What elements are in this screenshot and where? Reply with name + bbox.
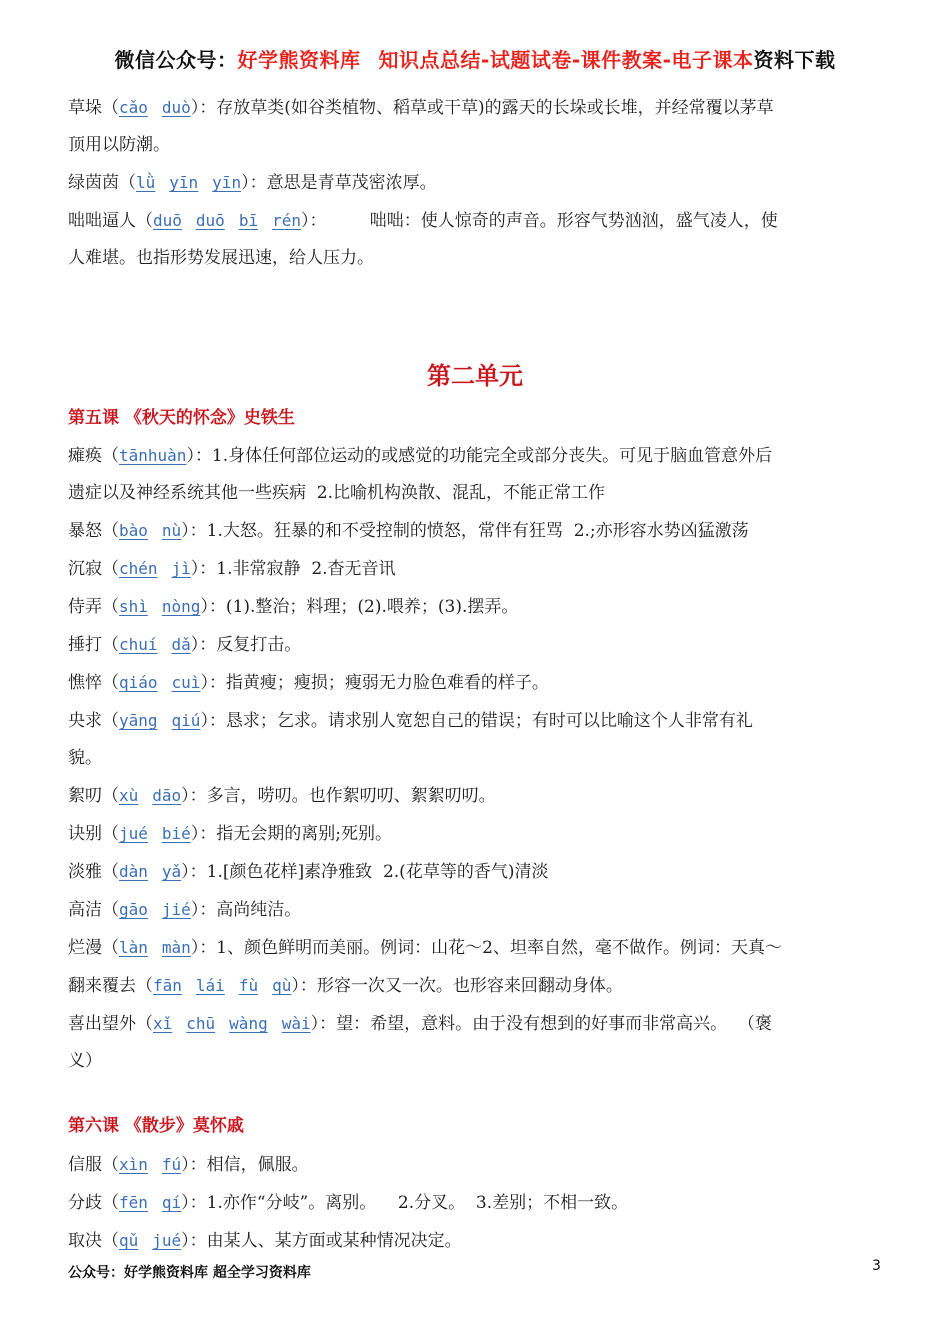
paren-close: ） bbox=[190, 938, 200, 958]
pinyin-syllable: yāng bbox=[119, 711, 158, 730]
pinyin-syllable: fù bbox=[238, 976, 259, 995]
pinyin-syllable: làn bbox=[119, 938, 148, 957]
vocab-definition: ：1.大怒。狂暴的和不受控制的愤怒，常伴有狂骂 2.;亦形容水势凶猛激荡 bbox=[189, 521, 749, 541]
paren-close: ） bbox=[181, 1231, 190, 1251]
pinyin-syllable: bào bbox=[119, 521, 148, 540]
vocab-definition: ：恳求；乞求。请求别人宽恕自己的错误；有时可以比喻这个人非常有礼 bbox=[208, 711, 753, 731]
lesson5-title: 第五课 《秋天的怀念》史铁生 bbox=[68, 408, 295, 428]
vocab-entry bbox=[68, 512, 880, 550]
vocab-definition: ：相信，佩服。 bbox=[189, 1155, 309, 1175]
paren-close: ） bbox=[310, 1014, 320, 1034]
header-suffix: 资料下载 bbox=[753, 48, 836, 72]
page-number: 3 bbox=[872, 1258, 881, 1274]
paren-open: （ bbox=[102, 446, 119, 466]
paren-close: ） bbox=[181, 1193, 190, 1213]
paren-close: ） bbox=[190, 824, 200, 844]
vocab-word: 暴怒 bbox=[68, 521, 102, 541]
header-brand: 好学熊资料库 bbox=[237, 48, 361, 72]
pinyin-syllable: nù bbox=[161, 521, 182, 540]
vocab-entry bbox=[68, 164, 880, 202]
paren-open: （ bbox=[102, 635, 119, 655]
vocab-entry bbox=[68, 815, 880, 853]
pinyin-syllable: lǜ bbox=[136, 173, 156, 192]
vocab-word: 取决 bbox=[68, 1231, 102, 1251]
vocab-word: 侍弄 bbox=[68, 597, 102, 617]
vocab-entry bbox=[68, 588, 880, 626]
paren-open: （ bbox=[102, 1193, 119, 1213]
vocab-definition: ：1.身体任何部位运动的或感觉的功能完全或部分丧失。可见于脑血管意外后 bbox=[194, 446, 773, 466]
paren-close: ） bbox=[181, 786, 190, 806]
pinyin-syllable: xǐ bbox=[153, 1014, 173, 1033]
vocab-word: 翻来覆去 bbox=[68, 976, 136, 996]
vocab-entry bbox=[68, 550, 880, 588]
pinyin-syllable: fān bbox=[153, 976, 182, 995]
pinyin-syllable: qǔ bbox=[119, 1231, 139, 1250]
vocab-definition: ：指无会期的离别;死别。 bbox=[199, 824, 393, 844]
vocab-entry bbox=[68, 702, 880, 740]
vocab-entry bbox=[68, 853, 880, 891]
pinyin-syllable: cuì bbox=[171, 673, 201, 692]
paren-close: ） bbox=[181, 862, 190, 882]
pinyin-syllable: fēn bbox=[119, 1193, 148, 1212]
paren-open: （ bbox=[102, 521, 119, 541]
paren-open: （ bbox=[119, 173, 136, 193]
vocab-word: 绿茵茵 bbox=[68, 173, 119, 193]
pinyin-syllable: qiáo bbox=[119, 673, 158, 692]
vocab-definition: ：存放草类(如谷类植物、稻草或干草)的露天的长垛或长堆，并经常覆以茅草 bbox=[199, 98, 774, 118]
pinyin-syllable: gāo bbox=[119, 900, 148, 919]
page-header bbox=[0, 44, 950, 73]
vocab-definition: ：多言，唠叨。也作絮叨叨、絮絮叨叨。 bbox=[189, 786, 496, 806]
paren-open: （ bbox=[136, 211, 153, 231]
pinyin-syllable: cǎo bbox=[119, 98, 148, 117]
unit1-tail-entries bbox=[68, 89, 880, 277]
pinyin-syllable: duō bbox=[195, 211, 225, 230]
vocab-word: 喜出望外 bbox=[68, 1014, 136, 1034]
paren-open: （ bbox=[102, 1231, 119, 1251]
paren-open: （ bbox=[136, 1014, 153, 1034]
unit-title: 第二单元 bbox=[427, 361, 523, 390]
paren-open: （ bbox=[102, 900, 119, 920]
vocab-definition: ：1、颜色鲜明而美丽。例词：山花～2、坦率自然，毫不做作。例词：天真～ bbox=[199, 938, 782, 958]
paren-open: （ bbox=[136, 976, 153, 996]
paren-open: （ bbox=[102, 938, 119, 958]
vocab-definition-continued: 遗症以及神经系统其他一些疾病 2.比喻机构涣散、混乱，不能正常工作 bbox=[68, 483, 606, 503]
vocab-definition: ：1.非常寂静 2.杳无音讯 bbox=[199, 559, 396, 579]
pinyin-syllable: qiú bbox=[171, 711, 201, 730]
vocab-word: 烂漫 bbox=[68, 938, 102, 958]
paren-close: ） bbox=[181, 1155, 190, 1175]
paren-open: （ bbox=[102, 1155, 119, 1175]
vocab-entry bbox=[68, 202, 880, 240]
header-prefix: 微信公众号： bbox=[114, 48, 238, 72]
vocab-entry bbox=[68, 1005, 880, 1043]
paren-close: ） bbox=[200, 597, 209, 617]
paren-close: ） bbox=[300, 211, 310, 231]
pinyin-syllable: bī bbox=[238, 211, 259, 230]
vocab-word: 高洁 bbox=[68, 900, 102, 920]
vocab-word: 咄咄逼人 bbox=[68, 211, 136, 231]
vocab-entry bbox=[68, 967, 880, 1005]
pinyin-syllable: duō bbox=[153, 211, 182, 230]
vocab-word: 信服 bbox=[68, 1155, 102, 1175]
vocab-word: 淡雅 bbox=[68, 862, 102, 882]
paren-open: （ bbox=[102, 786, 119, 806]
vocab-definition: ：1.亦作“分岐”。离别。 2.分叉。 3.差别；不相一致。 bbox=[189, 1193, 629, 1213]
vocab-entry bbox=[68, 1146, 880, 1184]
paren-open: （ bbox=[102, 673, 119, 693]
pinyin-syllable: dàn bbox=[119, 862, 148, 881]
vocab-definition-continued: 人难堪。也指形势发展迅速，给人压力。 bbox=[68, 248, 374, 268]
vocab-word: 分歧 bbox=[68, 1193, 102, 1213]
vocab-word: 草垛 bbox=[68, 98, 102, 118]
paren-close: ） bbox=[190, 98, 200, 118]
pinyin-syllable: nòng bbox=[161, 597, 201, 616]
paren-close: ） bbox=[186, 446, 195, 466]
pinyin-syllable: wài bbox=[281, 1014, 311, 1033]
vocab-entry bbox=[68, 777, 880, 815]
vocab-entry bbox=[68, 626, 880, 664]
page-footer: 公众号：好学熊资料库 超全学习资料库 bbox=[68, 1265, 311, 1281]
pinyin-syllable: chén bbox=[119, 559, 158, 578]
pinyin-syllable: qí bbox=[161, 1193, 182, 1212]
pinyin-syllable: yīn bbox=[212, 173, 242, 192]
vocab-definition: ：反复打击。 bbox=[199, 635, 302, 655]
pinyin-syllable: jué bbox=[119, 824, 148, 843]
pinyin-syllable: jué bbox=[152, 1231, 182, 1250]
pinyin-syllable: dāo bbox=[152, 786, 182, 805]
vocab-definition: ：形容一次又一次。也形容来回翻动身体。 bbox=[299, 976, 623, 996]
vocab-entry bbox=[68, 664, 880, 702]
lesson6-title: 第六课 《散步》莫怀戚 bbox=[68, 1116, 244, 1136]
pinyin-syllable: qù bbox=[272, 976, 292, 995]
pinyin-syllable: bié bbox=[161, 824, 191, 843]
vocab-definition: ：由某人、某方面或某种情况决定。 bbox=[189, 1231, 462, 1251]
paren-close: ） bbox=[291, 976, 300, 996]
pinyin-syllable: màn bbox=[161, 938, 191, 957]
pinyin-syllable: jì bbox=[171, 559, 191, 578]
pinyin-syllable: rén bbox=[272, 211, 301, 230]
vocab-word: 瘫痪 bbox=[68, 446, 102, 466]
pinyin-syllable: shì bbox=[119, 597, 148, 616]
vocab-definition: ：望：希望，意料。由于没有想到的好事而非常高兴。 （褒 bbox=[319, 1014, 772, 1034]
lesson5-entries bbox=[68, 437, 880, 1080]
paren-close: ） bbox=[200, 711, 209, 731]
vocab-word: 诀别 bbox=[68, 824, 102, 844]
vocab-definition: ：1.[颜色花样]素净雅致 2.(花草等的香气)清淡 bbox=[189, 862, 549, 882]
lesson6-entries bbox=[68, 1146, 880, 1260]
pinyin-syllable: duò bbox=[161, 98, 191, 117]
paren-open: （ bbox=[102, 597, 119, 617]
pinyin-syllable: dǎ bbox=[171, 635, 191, 654]
pinyin-syllable: tānhuàn bbox=[119, 446, 187, 465]
paren-open: （ bbox=[102, 862, 119, 882]
pinyin-syllable: yīn bbox=[169, 173, 199, 192]
vocab-definition-continued: 顶用以防潮。 bbox=[68, 135, 170, 155]
vocab-entry bbox=[68, 1184, 880, 1222]
vocab-word: 沉寂 bbox=[68, 559, 102, 579]
pinyin-syllable: fú bbox=[161, 1155, 182, 1174]
paren-open: （ bbox=[102, 824, 119, 844]
paren-close: ） bbox=[200, 673, 209, 693]
vocab-definition: ：(1).整治；料理；(2).喂养；(3).摆弄。 bbox=[208, 597, 519, 617]
pinyin-syllable: chū bbox=[186, 1014, 216, 1033]
vocab-entry bbox=[68, 89, 880, 127]
vocab-word: 憔悴 bbox=[68, 673, 102, 693]
pinyin-syllable: jié bbox=[161, 900, 191, 919]
vocab-entry bbox=[68, 1222, 880, 1260]
pinyin-syllable: xù bbox=[119, 786, 139, 805]
vocab-word: 捶打 bbox=[68, 635, 102, 655]
paren-open: （ bbox=[102, 559, 119, 579]
paren-close: ） bbox=[190, 635, 200, 655]
vocab-entry bbox=[68, 891, 880, 929]
paren-close: ） bbox=[181, 521, 190, 541]
paren-close: ） bbox=[241, 173, 250, 193]
pinyin-syllable: lái bbox=[195, 976, 225, 995]
vocab-definition: ：高尚纯洁。 bbox=[199, 900, 302, 920]
pinyin-syllable: yǎ bbox=[161, 862, 182, 881]
pinyin-syllable: xìn bbox=[119, 1155, 148, 1174]
header-topics: 知识点总结-试题试卷-课件教案-电子课本 bbox=[378, 48, 754, 72]
vocab-word: 絮叨 bbox=[68, 786, 102, 806]
vocab-definition: ： 咄咄：使人惊奇的声音。形容气势汹汹，盛气凌人，使 bbox=[309, 211, 778, 231]
paren-open: （ bbox=[102, 711, 119, 731]
paren-close: ） bbox=[190, 559, 200, 579]
vocab-definition-continued: 义） bbox=[68, 1051, 102, 1071]
vocab-definition: ：意思是青草茂密浓厚。 bbox=[249, 173, 437, 193]
vocab-definition-continued: 貌。 bbox=[68, 748, 102, 768]
vocab-entry bbox=[68, 929, 880, 967]
paren-close: ） bbox=[190, 900, 200, 920]
paren-open: （ bbox=[102, 98, 119, 118]
vocab-definition: ：指黄瘦；瘦损；瘦弱无力脸色难看的样子。 bbox=[208, 673, 549, 693]
vocab-entry bbox=[68, 437, 880, 475]
pinyin-syllable: chuí bbox=[119, 635, 158, 654]
vocab-word: 央求 bbox=[68, 711, 102, 731]
pinyin-syllable: wàng bbox=[229, 1014, 268, 1033]
